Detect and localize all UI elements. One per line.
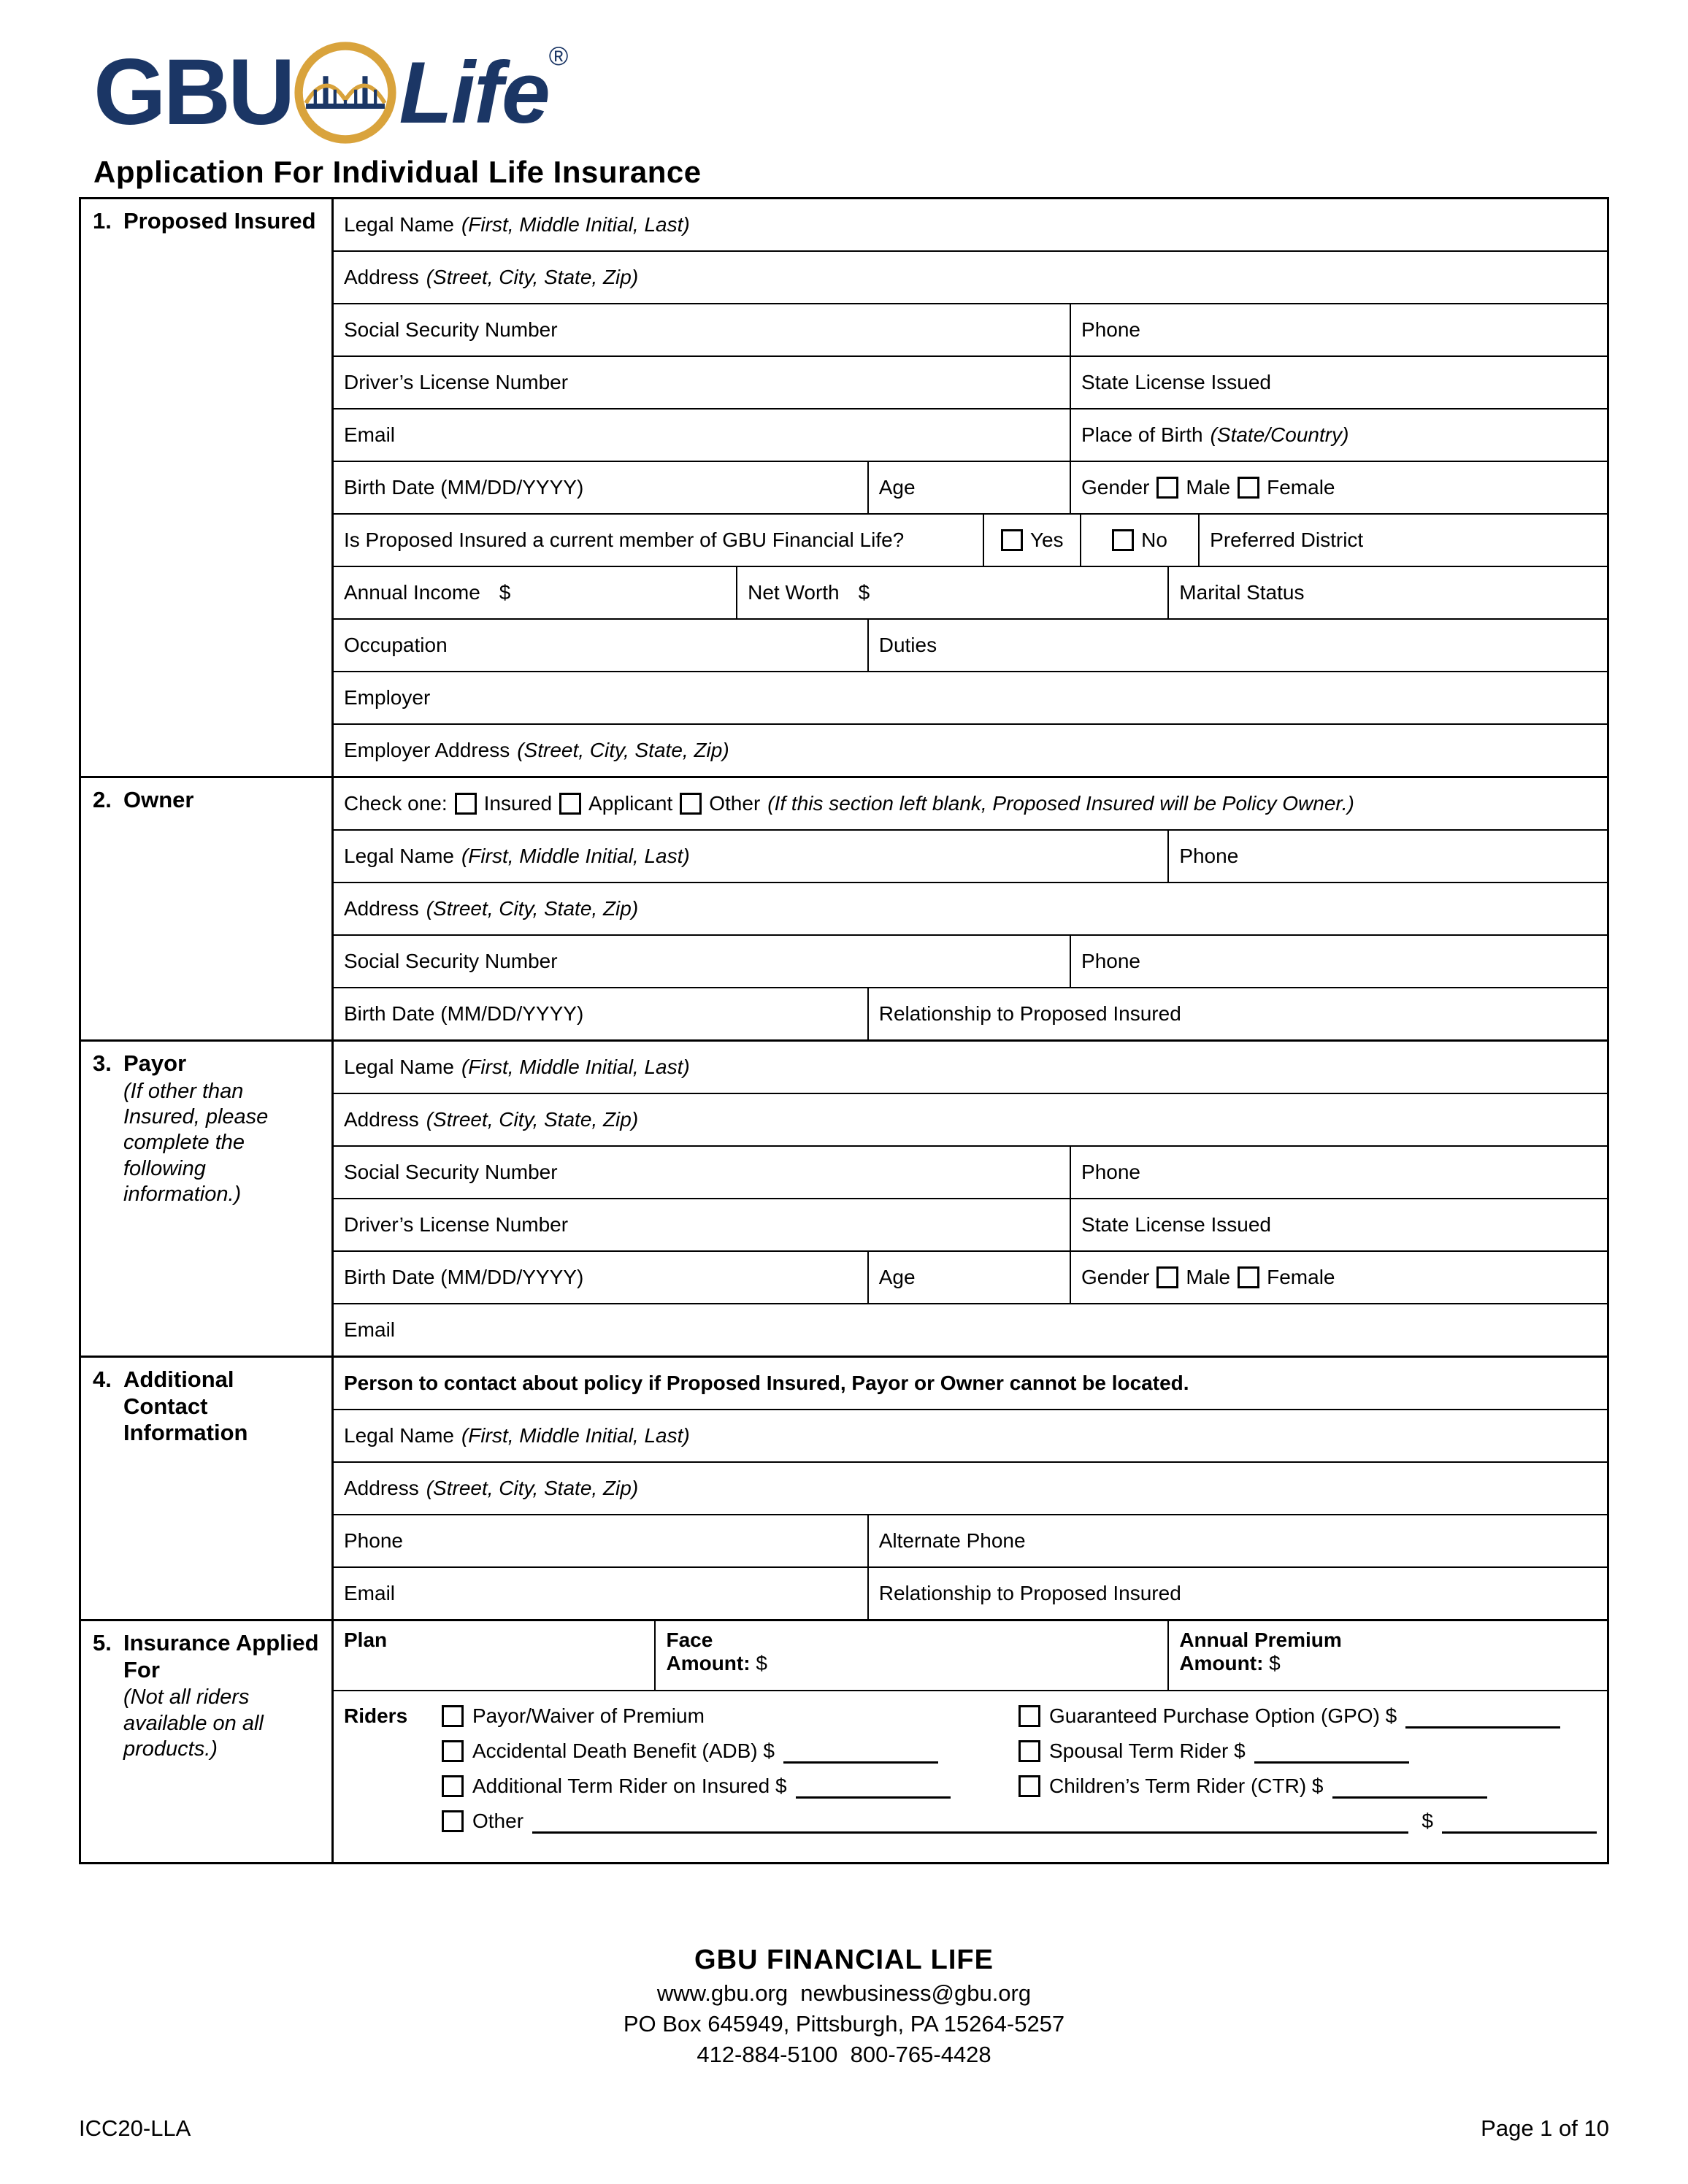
s4-contact-note [334,1358,1607,1409]
s1-annual-income-field[interactable] [334,567,736,618]
section-1-label [81,199,334,776]
form-code: ICC20-LLA [79,2115,191,2141]
s1-marital-status-field[interactable] [1167,567,1607,618]
s5-annual-premium-field[interactable] [1167,1621,1607,1690]
yes-label: Yes [1029,528,1064,551]
field-hint: (First, Middle Initial, Last) [461,1056,690,1078]
rider-label: Accidental Death Benefit (ADB) $ [472,1739,775,1762]
insured-label: Insured [483,792,553,815]
s4-email-field[interactable] [334,1568,867,1619]
s1-female-checkbox[interactable] [1238,477,1259,499]
s1-net-worth-field[interactable] [736,567,1167,618]
field-label: Legal Name [344,845,454,867]
s4-relationship-field[interactable] [867,1568,1607,1619]
section-title: Proposed Insured [123,208,316,234]
field-label: Address [344,266,419,288]
section-proposed-insured [81,199,1607,776]
field-label: Phone [1081,1161,1140,1183]
table-row [334,1514,1607,1566]
field-label: Amount: [666,1652,751,1674]
amount-blank[interactable] [1405,1704,1560,1729]
section-title: Additional Contact Information [123,1366,248,1446]
field-hint: (If this section left blank, Proposed Insured will be Policy Owner.) [767,792,1354,815]
field-label: Gender [1081,1266,1150,1288]
table-row [334,199,1607,250]
rider-label: Additional Term Rider on Insured $ [472,1774,787,1797]
rider-label: Spousal Term Rider $ [1049,1739,1246,1762]
field-label: Legal Name [344,1424,454,1447]
section-subtitle: (If other than Insured, please complete the following information.) [123,1079,269,1207]
s1-member-no-checkbox[interactable] [1112,529,1134,551]
field-label: Birth Date (MM/DD/YYYY) [344,1266,584,1288]
s4-phone-field[interactable] [334,1515,867,1566]
field-label: Amount: [1179,1652,1264,1674]
section-number: 3. [93,1050,112,1076]
field-label: Is Proposed Insured a current member of GBU Financial Life? [344,528,905,551]
s1-member-question [334,515,983,566]
field-hint: (Street, City, State, Zip) [426,1108,639,1131]
s3-age-field[interactable] [867,1252,1070,1303]
dollar-sign: $ [1422,1810,1433,1832]
field-label: Age [878,476,916,499]
table-row [334,1461,1607,1514]
field-label: Driver’s License Number [344,1213,569,1236]
section-5-label [81,1621,334,1862]
section-number: 2. [93,787,112,812]
table-row [334,882,1607,934]
table-row [334,355,1607,408]
section-3-label [81,1042,334,1356]
table-row [334,1145,1607,1198]
s3-email-field[interactable] [334,1304,1607,1356]
dollar-sign: $ [756,1652,767,1674]
s2-relationship-field[interactable] [867,988,1607,1039]
rider-spousal-term-checkbox[interactable] [1018,1740,1040,1762]
s5-plan-field[interactable] [334,1621,654,1690]
table-row [334,829,1607,882]
field-label: Gender [1081,476,1150,499]
field-label: Place of Birth [1081,423,1203,446]
section-owner [81,776,1607,1039]
bridge-emblem-icon [294,41,397,145]
field-label: Annual Premium [1179,1629,1342,1651]
s3-phone-field[interactable] [1070,1147,1607,1198]
rider-label: Payor/Waiver of Premium [472,1704,705,1727]
s1-employer-address-field[interactable] [334,725,1607,776]
rider-gpo [1018,1704,1597,1729]
table-row [334,1303,1607,1356]
s1-place-of-birth-field[interactable] [1070,410,1607,461]
section-number: 5. [93,1630,112,1656]
field-label: Email [344,1582,396,1604]
section-additional-contact [81,1356,1607,1619]
s5-riders-block [334,1690,1607,1862]
rider-payor-waiver-checkbox[interactable] [442,1705,464,1727]
section-insurance-applied-for [81,1619,1607,1862]
no-label: No [1141,528,1167,551]
dollar-sign: $ [1269,1652,1281,1674]
s2-phone2-field[interactable] [1070,936,1607,987]
table-row [334,618,1607,671]
field-label: Address [344,1477,419,1499]
footer-address: PO Box 645949, Pittsburgh, PA 15264-5257 [623,2011,1065,2037]
section-title: Owner [123,787,194,812]
field-label: Phone [1081,950,1140,972]
logo-gbu-text: GBU [93,40,293,145]
s3-drivers-license-field[interactable] [334,1199,1070,1250]
field-label: Birth Date (MM/DD/YYYY) [344,476,584,499]
field-label: Relationship to Proposed Insured [878,1002,1181,1025]
application-form-table [79,197,1609,1864]
field-label: Age [878,1266,916,1288]
field-label: Address [344,1108,419,1131]
s1-email-field[interactable] [334,410,1070,461]
field-label: Plan [344,1629,388,1651]
rider-label: Guaranteed Purchase Option (GPO) $ [1049,1704,1397,1727]
s1-member-yes-cell [983,515,1080,566]
gbu-life-logo [93,38,1609,147]
field-hint: (Street, City, State, Zip) [426,266,639,288]
section-title: Payor [123,1050,187,1076]
field-label: Legal Name [344,213,454,236]
section-number: 4. [93,1366,112,1392]
s1-address-field[interactable] [334,252,1607,303]
s1-occupation-field[interactable] [334,620,867,671]
s1-duties-field[interactable] [867,620,1607,671]
field-hint: (First, Middle Initial, Last) [461,213,690,236]
s3-gender-field [1070,1252,1607,1303]
field-label: State License Issued [1081,371,1271,393]
rider-childrens-term-checkbox[interactable] [1018,1775,1040,1797]
rider-gpo-checkbox[interactable] [1018,1705,1040,1727]
s2-address-field[interactable] [334,883,1607,934]
table-row [334,1250,1607,1303]
field-label: Employer [344,686,431,709]
rider-other-checkbox[interactable] [442,1810,464,1832]
field-label: Face [666,1629,713,1651]
field-label: Phone [344,1529,403,1552]
field-label: Social Security Number [344,950,558,972]
field-hint: (Street, City, State, Zip) [426,1477,639,1499]
s1-preferred-district-field[interactable] [1198,515,1607,566]
rider-additional-term [442,1774,1018,1799]
s1-age-field[interactable] [867,462,1070,513]
table-row [334,987,1607,1039]
s4-alternate-phone-field[interactable] [867,1515,1607,1566]
table-row [334,1093,1607,1145]
field-label: Address [344,897,419,920]
field-label: Relationship to Proposed Insured [878,1582,1181,1604]
dollar-sign: $ [499,581,511,604]
male-label: Male [1186,1266,1231,1288]
s3-birth-date-field[interactable] [334,1252,867,1303]
field-label: Alternate Phone [878,1529,1026,1552]
field-hint: (Street, City, State, Zip) [517,739,729,761]
section-number: 1. [93,208,112,234]
s3-male-checkbox[interactable] [1156,1266,1178,1288]
s1-member-yes-checkbox[interactable] [1001,529,1023,551]
field-label: Driver’s License Number [344,371,569,393]
rider-line [344,1769,1597,1804]
female-label: Female [1267,476,1335,499]
s4-legal-name-field[interactable] [334,1410,1607,1461]
table-row [334,566,1607,618]
field-label: Annual Income [344,581,480,604]
rider-label: Children’s Term Rider (CTR) $ [1049,1774,1324,1797]
rider-additional-term-checkbox[interactable] [442,1775,464,1797]
s1-state-license-field[interactable] [1070,357,1607,408]
rider-line [344,1804,1597,1839]
amount-blank[interactable] [796,1774,951,1799]
field-hint: (First, Middle Initial, Last) [461,845,690,867]
field-label: Marital Status [1179,581,1305,604]
section-title: Insurance Applied For [123,1630,319,1683]
rider-payor-waiver [442,1704,1018,1728]
male-label: Male [1186,476,1231,499]
table-row [334,1042,1607,1093]
rider-other [442,1810,1597,1834]
other-description-blank[interactable] [532,1810,1408,1834]
s1-legal-name-field[interactable] [334,199,1607,250]
section-2-label [81,778,334,1039]
table-row [334,408,1607,461]
field-label: Net Worth [748,581,840,604]
field-label: Occupation [344,634,448,656]
table-row [334,671,1607,723]
s3-female-checkbox[interactable] [1238,1266,1259,1288]
s5-face-amount-field[interactable] [654,1621,1167,1690]
s4-address-field[interactable] [334,1463,1607,1514]
dollar-sign: $ [858,581,870,604]
field-label: Duties [878,634,937,656]
s1-gender-field [1070,462,1607,513]
s1-drivers-license-field[interactable] [334,357,1070,408]
field-label: Phone [1081,318,1140,341]
rider-spousal-term [1018,1739,1597,1764]
field-label: Check one: [344,792,448,815]
field-label: Social Security Number [344,318,558,341]
female-label: Female [1267,1266,1335,1288]
page-number: Page 1 of 10 [1481,2115,1609,2141]
s2-ssn-field[interactable] [334,936,1070,987]
footer-phones: 412-884-5100 800-765-4428 [697,2042,991,2067]
table-row [334,1358,1607,1409]
table-row [334,723,1607,776]
table-row [334,513,1607,566]
section-4-label [81,1358,334,1619]
section-payor [81,1039,1607,1356]
s2-applicant-checkbox[interactable] [559,793,581,815]
logo-life-text: Life [399,44,549,142]
field-label: Social Security Number [344,1161,558,1183]
rider-childrens-term [1018,1774,1597,1799]
field-hint: (State/Country) [1210,423,1349,446]
s1-employer-field[interactable] [334,672,1607,723]
company-name: GBU FINANCIAL LIFE [694,1945,994,1975]
rider-line [344,1699,1597,1734]
table-row [334,1409,1607,1461]
table-row [334,1566,1607,1619]
field-hint: (Street, City, State, Zip) [426,897,639,920]
section-subtitle: (Not all riders available on all products.) [123,1685,264,1761]
s2-insured-checkbox[interactable] [455,793,477,815]
table-row [334,934,1607,987]
s1-ssn-field[interactable] [334,304,1070,355]
table-row [334,303,1607,355]
field-label: Legal Name [344,1056,454,1078]
other-label: Other [709,792,761,815]
table-row [334,250,1607,303]
s3-legal-name-field[interactable] [334,1042,1607,1093]
field-label: Email [344,1318,396,1341]
s2-legal-name-field[interactable] [334,831,1167,882]
rider-label: Other [472,1810,524,1832]
field-hint: (First, Middle Initial, Last) [461,1424,690,1447]
footer [79,1945,1609,2068]
table-row [334,461,1607,513]
s3-ssn-field[interactable] [334,1147,1070,1198]
amount-blank[interactable] [783,1739,938,1764]
s2-check-one-field [334,778,1607,829]
s2-phone-field[interactable] [1167,831,1607,882]
page-footer-row [79,2115,1609,2142]
s1-male-checkbox[interactable] [1156,477,1178,499]
s1-phone-field[interactable] [1070,304,1607,355]
rider-line [344,1734,1597,1769]
s3-state-license-field[interactable] [1070,1199,1607,1250]
table-row [334,778,1607,829]
rider-adb-checkbox[interactable] [442,1740,464,1762]
field-label: Birth Date (MM/DD/YYYY) [344,1002,584,1025]
field-label: Employer Address [344,739,510,761]
s2-other-checkbox[interactable] [680,793,702,815]
field-label: Phone [1179,845,1239,867]
riders-label: Riders [344,1704,408,1727]
applicant-label: Applicant [588,792,673,815]
table-row [334,1198,1607,1250]
footer-web-email: www.gbu.org newbusiness@gbu.org [656,1980,1032,2006]
registered-mark: ® [548,41,569,71]
field-label: Email [344,423,396,446]
field-label: State License Issued [1081,1213,1271,1236]
s2-birth-date-field[interactable] [334,988,867,1039]
amount-blank[interactable] [1254,1739,1409,1764]
amount-blank[interactable] [1442,1810,1597,1834]
note-text: Person to contact about policy if Proposed Insured, Payor or Owner cannot be located. [344,1372,1189,1394]
table-row [334,1621,1607,1690]
rider-adb [442,1739,1018,1764]
page-title: Application For Individual Life Insurance [93,155,702,189]
field-label: Preferred District [1210,528,1364,551]
amount-blank[interactable] [1332,1774,1487,1799]
s3-address-field[interactable] [334,1094,1607,1145]
s1-birth-date-field[interactable] [334,462,867,513]
s1-member-no-cell [1080,515,1198,566]
